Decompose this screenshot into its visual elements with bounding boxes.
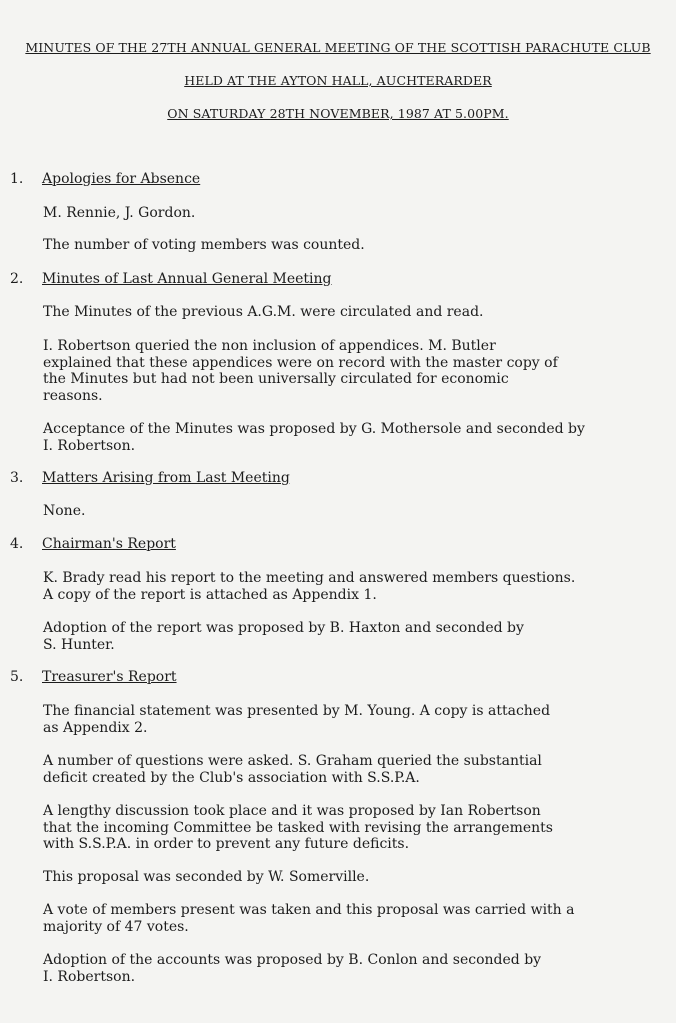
paragraph: The financial statement was presented by M. Young. A copy is attached as Appendix 2. [43,703,551,736]
paragraph: This proposal was seconded by W. Somerville. [43,869,370,885]
section-title-chairmans-report: Chairman's Report [42,536,176,552]
paragraph: A vote of members present was taken and this proposal was carried with a majority of 47 votes. [43,902,575,935]
paragraph: The Minutes of the previous A.G.M. were circulated and read. [43,304,484,320]
paragraph: None. [43,503,86,519]
paragraph: The number of voting members was counted. [43,237,365,253]
section-number: 2. [10,271,24,287]
section-title-apologies: Apologies for Absence [42,171,201,187]
section-number: 3. [10,470,24,486]
paragraph: M. Rennie, J. Gordon. [43,205,196,221]
section-number: 1. [10,171,24,187]
section-number: 5. [10,669,24,685]
date-line: ON SATURDAY 28TH NOVEMBER, 1987 AT 5.00PM. [167,106,509,121]
section-title-treasurers-report: Treasurer's Report [42,669,177,685]
paragraph: K. Brady read his report to the meeting and answered members questions. A copy of the report is attached as Appendix 1. [43,570,576,603]
paragraph: A lengthy discussion took place and it was proposed by Ian Robertson that the incoming Committee be tasked with revising the arrangements with S.S.P.A. in order to prevent any future deficits. [43,803,553,852]
paragraph: I. Robertson queried the non inclusion of appendices. M. Butler explained that these appendices were on record with the master copy of the Minutes but had not been universally circulated for economic reasons. [43,338,558,404]
section-title-minutes: Minutes of Last Annual General Meeting [42,271,332,287]
venue-line: HELD AT THE AYTON HALL, AUCHTERARDER [184,73,492,88]
paragraph: Adoption of the accounts was proposed by B. Conlon and seconded by I. Robertson. [43,952,542,985]
section-number: 4. [10,536,24,552]
paragraph: A number of questions were asked. S. Graham queried the substantial deficit created by the Club's association with S.S.P.A. [43,753,542,786]
section-title-matters-arising: Matters Arising from Last Meeting [42,470,290,486]
document-title: MINUTES OF THE 27TH ANNUAL GENERAL MEETING OF THE SCOTTISH PARACHUTE CLUB [25,40,651,55]
paragraph: Acceptance of the Minutes was proposed by G. Mothersole and seconded by I. Robertson. [43,421,585,454]
paragraph: Adoption of the report was proposed by B. Haxton and seconded by S. Hunter. [43,620,524,653]
